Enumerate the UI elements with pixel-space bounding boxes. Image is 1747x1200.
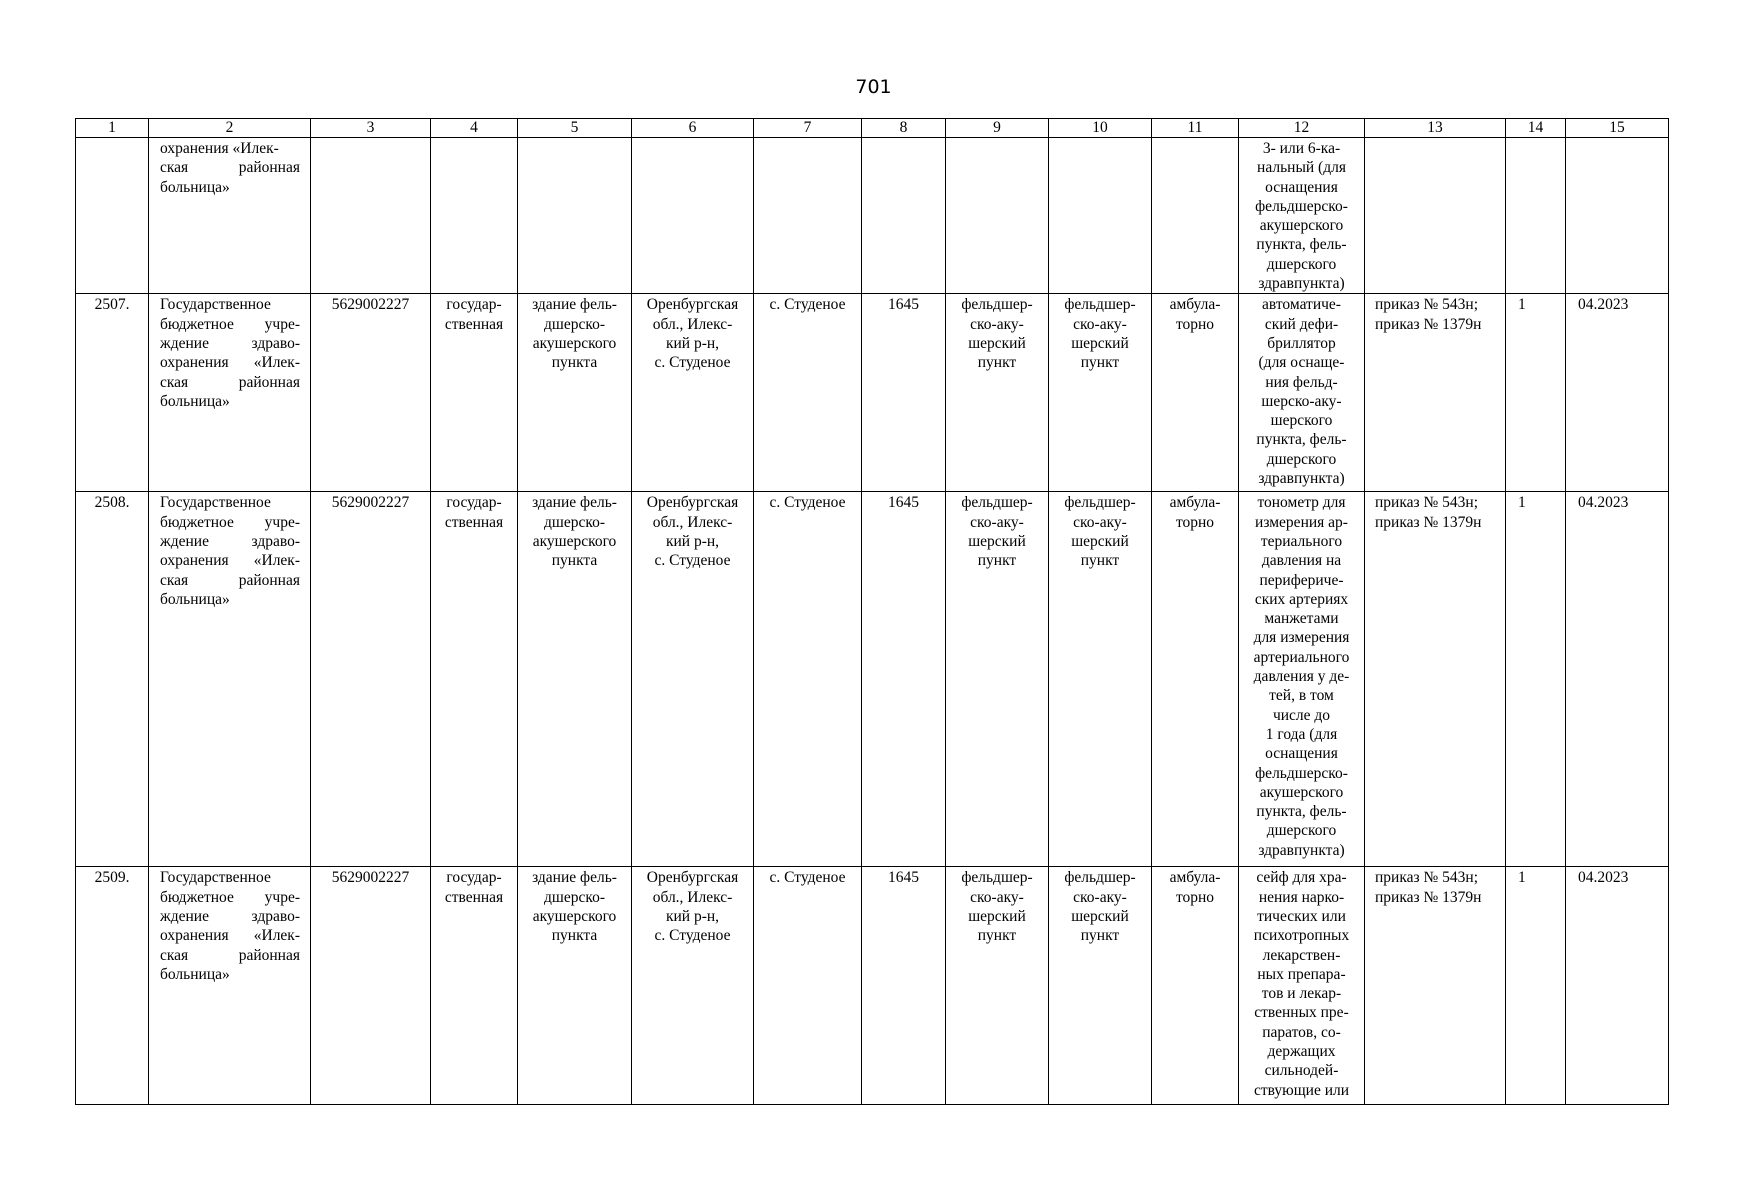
- cell-ownership: [431, 867, 518, 1105]
- cell-line: амбула-: [1169, 869, 1221, 887]
- table-row: [76, 492, 1669, 867]
- cell-number: 2509.: [76, 867, 149, 1105]
- cell-line: ждение здраво-: [160, 907, 300, 925]
- cell-line: фельдшерско-: [1255, 764, 1348, 782]
- column-header: 15: [1566, 119, 1669, 138]
- cell-line: ско-аку-: [970, 513, 1024, 531]
- cell-line: фельдшер-: [961, 296, 1033, 314]
- cell-line: ско-аку-: [1073, 513, 1127, 531]
- cell-ownership: [431, 492, 518, 867]
- cell-empty: [946, 138, 1049, 294]
- cell-line: 1 года (для: [1265, 725, 1338, 743]
- cell-line: фельдшер-: [1064, 494, 1136, 512]
- cell-line: дшерского: [1266, 450, 1337, 468]
- cell-empty: [1365, 138, 1506, 294]
- cell-line: шерский: [968, 907, 1026, 925]
- cell-line: шерский: [1071, 907, 1129, 925]
- cell-line: акушерского: [532, 907, 617, 925]
- cell-line: приказ № 1379н: [1375, 513, 1482, 531]
- cell-line: держащих: [1267, 1043, 1336, 1061]
- cell-line: амбула-: [1169, 296, 1221, 314]
- cell-line: дшерского: [1266, 255, 1337, 273]
- cell-facility-type: [946, 294, 1049, 492]
- cell-line: здравпункта): [1258, 275, 1345, 293]
- cell-line: ский дефи-: [1264, 315, 1339, 333]
- cell-line: пункт: [1080, 552, 1120, 570]
- cell-line: ских артериях: [1254, 590, 1349, 608]
- cell-line: ская районная: [160, 159, 300, 177]
- column-header: 2: [149, 119, 311, 138]
- cell-line: числе до: [1272, 706, 1331, 724]
- cell-line: приказ № 1379н: [1375, 888, 1482, 906]
- cell-line: оснащения: [1265, 178, 1338, 196]
- cell-line: дшерско-: [544, 513, 605, 531]
- cell-empty: [431, 138, 518, 294]
- cell-line: приказ № 543н;: [1375, 296, 1479, 314]
- cell-line: больница»: [160, 965, 230, 983]
- cell-line: пункта: [551, 927, 598, 945]
- cell-line: кий р-н,: [665, 532, 720, 550]
- cell-line: териального: [1260, 532, 1343, 550]
- column-header: 4: [431, 119, 518, 138]
- cell-line: (для оснаще-: [1258, 354, 1345, 372]
- cell-line: дшерского: [1266, 822, 1337, 840]
- cell-population: 1645: [862, 294, 946, 492]
- cell-line: пункт: [1080, 927, 1120, 945]
- cell-locality: с. Студеное: [754, 294, 862, 492]
- cell-empty: [1566, 138, 1669, 294]
- cell-line: оснащения: [1265, 745, 1338, 763]
- cell-line: ждение здраво-: [160, 334, 300, 352]
- cell-building: [518, 867, 632, 1105]
- cell-line: пункта: [551, 552, 598, 570]
- cell-line: с. Студеное: [654, 927, 731, 945]
- cell-facility-type-planned: [1049, 294, 1152, 492]
- cell-line: нальный (для: [1257, 159, 1346, 177]
- cell-line: обл., Илекс-: [652, 513, 733, 531]
- cell-date: 04.2023: [1566, 294, 1669, 492]
- cell-line: фельдшер-: [1064, 869, 1136, 887]
- cell-empty: [311, 138, 431, 294]
- cell-line: лекарствен-: [1262, 946, 1341, 964]
- cell-line: ственных пре-: [1254, 1004, 1349, 1022]
- column-header: 3: [311, 119, 431, 138]
- cell-line: приказ № 543н;: [1375, 494, 1479, 512]
- cell-line: кий р-н,: [665, 907, 720, 925]
- cell-line: бюджетное учре-: [160, 315, 300, 333]
- registry-table: [75, 118, 1669, 1105]
- column-header: 7: [754, 119, 862, 138]
- cell-address: [632, 492, 754, 867]
- cell-line: бюджетное учре-: [160, 513, 300, 531]
- cell-date: 04.2023: [1566, 492, 1669, 867]
- cell-line: пункта: [551, 354, 598, 372]
- cell-inn: 5629002227: [311, 867, 431, 1105]
- cell-line: давления на: [1261, 552, 1342, 570]
- cell-equipment: [1239, 492, 1365, 867]
- cell-population: 1645: [862, 867, 946, 1105]
- cell-line: пункт: [1080, 354, 1120, 372]
- cell-line: 3- или 6-ка-: [1262, 140, 1341, 157]
- cell-facility-type: [946, 867, 1049, 1105]
- cell-line: Государственное: [160, 296, 271, 314]
- cell-line: измерения ар-: [1255, 513, 1348, 531]
- cell-line: ская районная: [160, 946, 300, 964]
- cell-line: ждение здраво-: [160, 532, 300, 550]
- column-header: 10: [1049, 119, 1152, 138]
- cell-line: торно: [1175, 888, 1215, 906]
- cell-line: акушерского: [532, 532, 617, 550]
- cell-line: тей, в том: [1269, 687, 1334, 705]
- cell-line: паратов, со-: [1262, 1023, 1341, 1041]
- cell-organization: [149, 492, 311, 867]
- cell-line: здание фель-: [532, 869, 617, 887]
- cell-line: ская районная: [160, 373, 300, 391]
- cell-quantity: 1: [1506, 867, 1566, 1105]
- cell-number: 2508.: [76, 492, 149, 867]
- cell-quantity: 1: [1506, 492, 1566, 867]
- cell-orders: [1365, 867, 1506, 1105]
- cell-line: Оренбургская: [646, 869, 739, 887]
- cell-line: пункта, фель-: [1256, 431, 1347, 449]
- cell-empty: [862, 138, 946, 294]
- cell-line: тонометр для: [1257, 494, 1346, 512]
- cell-building: [518, 492, 632, 867]
- cell-line: пункт: [977, 927, 1017, 945]
- cell-quantity: 1: [1506, 294, 1566, 492]
- cell-line: обл., Илекс-: [652, 315, 733, 333]
- cell-line: государ-: [446, 869, 502, 887]
- cell-line: шерский: [1071, 334, 1129, 352]
- cell-line: тических или: [1257, 907, 1346, 925]
- cell-line: приказ № 543н;: [1375, 869, 1479, 887]
- cell-address: [632, 867, 754, 1105]
- cell-line: дшерско-: [544, 888, 605, 906]
- cell-line: обл., Илекс-: [652, 888, 733, 906]
- cell-line: здравпункта): [1258, 841, 1345, 859]
- cell-service-mode: [1152, 294, 1239, 492]
- cell-date: 04.2023: [1566, 867, 1669, 1105]
- cell-line: давления у де-: [1253, 668, 1350, 686]
- cell-facility-type-planned: [1049, 492, 1152, 867]
- cell-line: здание фель-: [532, 296, 617, 314]
- cell-number: 2507.: [76, 294, 149, 492]
- cell-line: больница»: [160, 178, 230, 196]
- cell-line: для измерения: [1253, 629, 1350, 647]
- cell-line: автоматиче-: [1262, 296, 1341, 314]
- cell-line: фельдшерско-: [1255, 197, 1348, 215]
- cell-line: охранения «Илек-: [160, 140, 279, 157]
- cell-line: ская районная: [160, 571, 300, 589]
- cell-empty: [632, 138, 754, 294]
- cell-line: дшерско-: [544, 315, 605, 333]
- cell-line: фельдшер-: [1064, 296, 1136, 314]
- cell-line: государ-: [446, 494, 502, 512]
- cell-facility-type-planned: [1049, 867, 1152, 1105]
- cell-line: шерский: [968, 334, 1026, 352]
- column-header: 1: [76, 119, 149, 138]
- cell-line: охранения «Илек-: [160, 927, 300, 945]
- cell-line: ных препара-: [1257, 965, 1346, 983]
- cell-line: тов и лекар-: [1261, 985, 1342, 1003]
- cell-line: пункта, фель-: [1256, 236, 1347, 254]
- cell-line: бюджетное учре-: [160, 888, 300, 906]
- page-number: 701: [855, 76, 892, 98]
- cell-line: ственная: [444, 888, 504, 906]
- cell-building: [518, 294, 632, 492]
- cell-line: ско-аку-: [970, 888, 1024, 906]
- column-header: 6: [632, 119, 754, 138]
- cell-line: больница»: [160, 392, 230, 410]
- cell-line: здравпункта): [1258, 470, 1345, 488]
- cell-line: шерского: [1270, 412, 1333, 430]
- cell-line: сильнодей-: [1264, 1062, 1339, 1080]
- cell-line: Государственное: [160, 494, 271, 512]
- cell-line: шерский: [968, 532, 1026, 550]
- cell-empty: [754, 138, 862, 294]
- cell-line: ния фельд-: [1265, 373, 1338, 391]
- cell-orders: [1365, 294, 1506, 492]
- column-header: 11: [1152, 119, 1239, 138]
- cell-equipment: [1239, 867, 1365, 1105]
- cell-line: акушерского: [1259, 783, 1344, 801]
- column-header: 14: [1506, 119, 1566, 138]
- cell-line: пункт: [977, 552, 1017, 570]
- cell-line: ствующие или: [1253, 1081, 1350, 1099]
- cell-line: пункта, фель-: [1256, 803, 1347, 821]
- cell-address: [632, 294, 754, 492]
- table-row: [76, 294, 1669, 492]
- cell-organization: [149, 867, 311, 1105]
- cell-locality: с. Студеное: [754, 492, 862, 867]
- cell-facility-type: [946, 492, 1049, 867]
- cell-line: торно: [1175, 315, 1215, 333]
- cell-line: фельдшер-: [961, 494, 1033, 512]
- cell-line: Оренбургская: [646, 494, 739, 512]
- cell-inn: 5629002227: [311, 294, 431, 492]
- cell-line: манжетами: [1264, 610, 1339, 628]
- cell-line: Оренбургская: [646, 296, 739, 314]
- cell-line: с. Студеное: [654, 354, 731, 372]
- cell-line: бриллятор: [1267, 334, 1336, 352]
- cell-locality: с. Студеное: [754, 867, 862, 1105]
- cell-line: шерский: [1071, 532, 1129, 550]
- cell-equipment: [1239, 294, 1365, 492]
- cell-line: охранения «Илек-: [160, 354, 300, 372]
- cell-line: амбула-: [1169, 494, 1221, 512]
- cell-line: торно: [1175, 513, 1215, 531]
- cell-line: акушерского: [532, 334, 617, 352]
- cell-orders: [1365, 492, 1506, 867]
- continued-row: [76, 138, 1669, 294]
- column-header: 9: [946, 119, 1049, 138]
- cell-line: сейф для хра-: [1256, 869, 1347, 887]
- cell-line: периферичe-: [1259, 571, 1344, 589]
- cell-line: артериального: [1253, 648, 1350, 666]
- cell-line: здание фель-: [532, 494, 617, 512]
- cell-line: ско-аку-: [1073, 315, 1127, 333]
- cell-line: Государственное: [160, 869, 271, 887]
- cell-empty: [1506, 138, 1566, 294]
- header-row: [76, 119, 1669, 138]
- column-header: 12: [1239, 119, 1365, 138]
- cell-line: приказ № 1379н: [1375, 315, 1482, 333]
- cell-organization: [149, 138, 311, 294]
- cell-line: больница»: [160, 590, 230, 608]
- column-header: 8: [862, 119, 946, 138]
- cell-ownership: [431, 294, 518, 492]
- cell-line: охранения «Илек-: [160, 552, 300, 570]
- column-header: 13: [1365, 119, 1506, 138]
- cell-service-mode: [1152, 867, 1239, 1105]
- cell-empty: [518, 138, 632, 294]
- column-header: 5: [518, 119, 632, 138]
- cell-line: ско-аку-: [970, 315, 1024, 333]
- cell-equipment: [1239, 138, 1365, 294]
- cell-line: ственная: [444, 513, 504, 531]
- cell-empty: [1049, 138, 1152, 294]
- cell-line: кий р-н,: [665, 334, 720, 352]
- cell-line: пункт: [977, 354, 1017, 372]
- cell-line: ственная: [444, 315, 504, 333]
- cell-empty: [1152, 138, 1239, 294]
- cell-line: психотропных: [1253, 927, 1350, 945]
- cell-line: акушерского: [1259, 217, 1344, 235]
- table-row: [76, 867, 1669, 1105]
- cell-line: ско-аку-: [1073, 888, 1127, 906]
- cell-organization: [149, 294, 311, 492]
- cell-line: фельдшер-: [961, 869, 1033, 887]
- cell-line: государ-: [446, 296, 502, 314]
- cell-inn: 5629002227: [311, 492, 431, 867]
- cell-line: шерско-аку-: [1261, 392, 1342, 410]
- cell-line: нения нарко-: [1258, 888, 1345, 906]
- cell-line: с. Студеное: [654, 552, 731, 570]
- cell-population: 1645: [862, 492, 946, 867]
- cell-empty: [76, 138, 149, 294]
- cell-service-mode: [1152, 492, 1239, 867]
